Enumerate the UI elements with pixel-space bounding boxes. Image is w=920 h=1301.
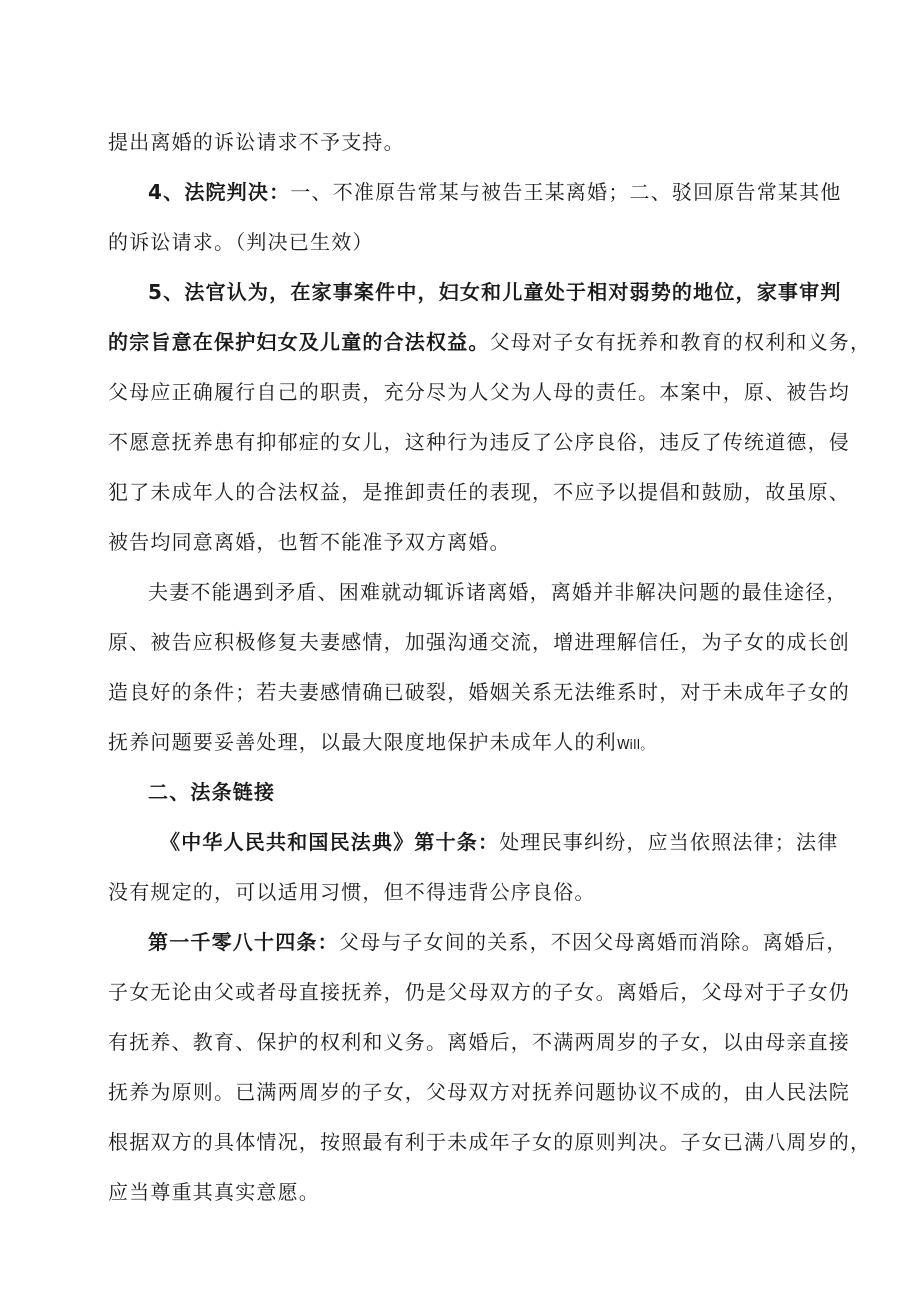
- text-span: 父母与子女间的关系，不因父母离婚而消除。离婚后，: [338, 930, 848, 954]
- text-span: 有抚养、教育、保护的权利和义务。离婚后，不满两周岁的子女，以由母亲直接: [108, 1030, 850, 1054]
- text-span: 父母对子女有抚养和教育的权利和义务，: [489, 330, 872, 354]
- judge-opinion-heading: [148, 278, 842, 306]
- law-citation: 《中华人民共和国民法典》第十条：: [160, 830, 500, 854]
- text-span: 抚养问题要妥善处理，以最大限度地保护未成年人的利: [108, 730, 617, 754]
- text-line: [108, 678, 850, 706]
- text-line: [108, 1128, 871, 1156]
- text-line: [108, 878, 596, 906]
- text-line: [108, 478, 850, 506]
- text-line: [108, 728, 653, 760]
- text-line: [108, 978, 850, 1006]
- text-span: 造良好的条件；若夫妻感情确已破裂，婚姻关系无法维系时，对于未成年子女的: [108, 680, 850, 704]
- text-span: 夫妻不能遇到矛盾、困难就动辄诉诸离婚，离婚并非解决问题的最佳途径，: [148, 580, 848, 604]
- text-line: [108, 378, 850, 406]
- bold-span: 的宗旨意在保护妇女及儿童的合法权益。: [108, 330, 490, 354]
- law-article-1084: [148, 928, 848, 956]
- text-line: [108, 1178, 320, 1206]
- text-span: 应当尊重其真实意愿。: [108, 1180, 320, 1204]
- judgment-label: 4、法院判决：: [148, 180, 291, 204]
- text-line: [108, 1078, 850, 1106]
- text-span: 没有规定的，可以适用习惯，但不得违背公序良俗。: [108, 880, 596, 904]
- law-article-10: [160, 828, 838, 856]
- text-span: 提出离婚的诉讼请求不予支持。: [108, 130, 405, 154]
- text-line: [108, 1028, 850, 1056]
- heading-text: 二、法条链接: [148, 780, 276, 804]
- text-span: 抚养为原则。已满两周岁的子女，父母双方对抚养问题协议不成的，由人民法院: [108, 1080, 850, 1104]
- text-line: [108, 528, 511, 556]
- text-line: [108, 228, 374, 256]
- text-line: [148, 578, 848, 606]
- text-span: Will。: [616, 738, 654, 753]
- text-span: 根据双方的具体情况，按照最有利于未成年子女的原则判决。子女已满八周岁的，: [108, 1130, 872, 1154]
- section-heading: [148, 778, 275, 806]
- text-span: 5、法官认为，在家事案件中，妇女和儿童处于相对弱势的地位，家事审判: [148, 280, 842, 304]
- text-line: [108, 128, 405, 156]
- text-span: 犯了未成年人的合法权益，是推卸责任的表现，不应予以提倡和鼓励，故虽原、: [108, 480, 850, 504]
- text-span: 原、被告应积极修复夫妻感情，加强沟通交流，增进理解信任，为子女的成长创: [108, 630, 850, 654]
- text-span: 不愿意抚养患有抑郁症的女儿，这种行为违反了公序良俗，违反了传统道德，侵: [108, 430, 850, 454]
- text-span: 的诉讼请求。（判决已生效）: [108, 230, 374, 254]
- text-span: 处理民事纠纷，应当依照法律；法律: [499, 830, 839, 854]
- text-line: [108, 428, 850, 456]
- text-span: 子女无论由父或者母直接抚养，仍是父母双方的子女。离婚后，父母对于子女仍: [108, 980, 850, 1004]
- judgment-paragraph: [148, 178, 842, 206]
- text-span: 被告均同意离婚，也暂不能准予双方离婚。: [108, 530, 511, 554]
- judgment-text: 一、不准原告常某与被告王某离婚；二、驳回原告常某其他: [290, 180, 842, 204]
- law-citation: 第一千零八十四条：: [148, 930, 339, 954]
- text-span: 父母应正确履行自己的职责，充分尽为人父为人母的责任。本案中，原、被告均: [108, 380, 850, 404]
- text-line: [108, 328, 871, 356]
- text-line: [108, 628, 850, 656]
